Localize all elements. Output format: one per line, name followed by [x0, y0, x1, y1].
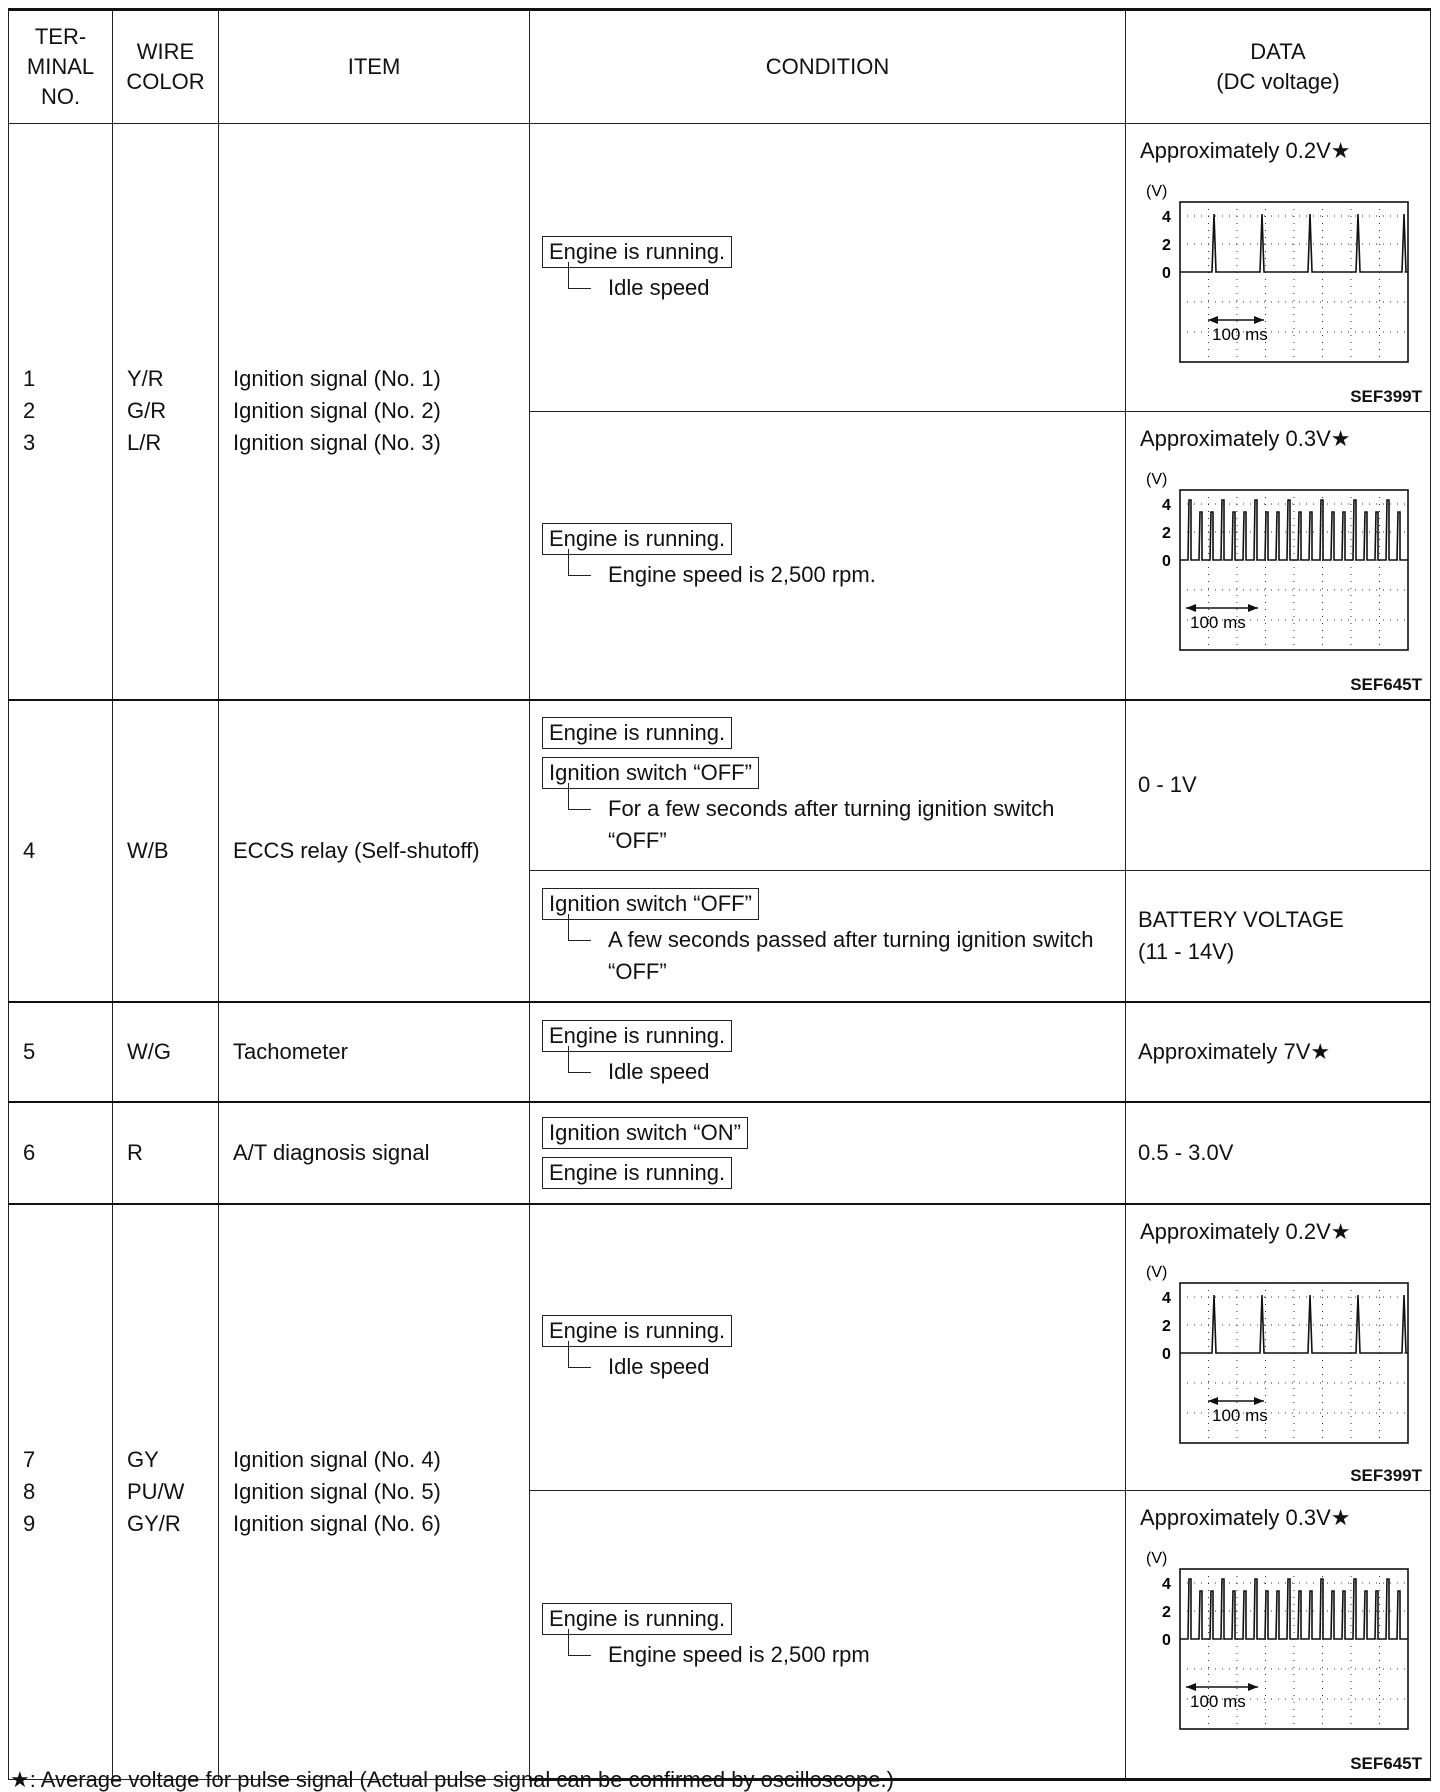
wire-color: W/B: [113, 700, 219, 1002]
header-wire-line: WIRE: [136, 39, 195, 64]
header-row: [9, 10, 1431, 124]
header-data: [1126, 10, 1431, 124]
scope-tick-label: 2: [1162, 1317, 1171, 1335]
condition-detail: Idle speed: [568, 1351, 1113, 1383]
data-cell: [1126, 124, 1431, 412]
data-line: (11 - 14V): [1138, 938, 1235, 964]
data-value: [1126, 871, 1431, 1002]
item-cell: [219, 1204, 530, 1780]
item-label: Ignition signal (No. 1): [233, 366, 441, 392]
scope-time-label: 100 ms: [1212, 1405, 1268, 1425]
data-value: 0 - 1V: [1126, 700, 1431, 871]
time-arrow-head: [1208, 316, 1218, 324]
table-row: [9, 700, 1431, 871]
header-terminal-line: TER-: [34, 24, 87, 49]
condition-box: Engine is running.: [542, 1603, 732, 1635]
star-icon: ★: [1330, 426, 1351, 451]
table-row: [9, 124, 1431, 412]
footnote: ★: Average voltage for pulse signal (Actual pulse signal can be confirmed by oscilloscope.): [10, 1767, 894, 1792]
scope-tick-label: 4: [1162, 1576, 1171, 1593]
condition-cell: [530, 1491, 1126, 1780]
data-line: BATTERY VOLTAGE: [1138, 906, 1344, 932]
scope-time-label: 100 ms: [1212, 325, 1268, 344]
condition-detail: Idle speed: [568, 272, 1113, 304]
scope-tick-label: 0: [1162, 1345, 1171, 1363]
condition-detail: A few seconds passed after turning ignition switch “OFF”: [568, 924, 1113, 988]
scope-tick-label: 4: [1162, 209, 1171, 226]
scope-tick-label: 4: [1162, 1289, 1171, 1307]
figure-code: SEF645T: [1350, 1754, 1422, 1773]
condition-box: Engine is running.: [542, 1020, 732, 1052]
header-wire-color: [113, 10, 219, 124]
star-icon: ★: [1310, 1038, 1331, 1064]
scope-svg: [1140, 1255, 1420, 1451]
condition-detail: Idle speed: [568, 1056, 1113, 1088]
scope-tick-label: 0: [1162, 265, 1171, 282]
scope-trace: [1180, 1295, 1408, 1353]
terminal-numbers: [9, 124, 113, 700]
time-arrow-head: [1186, 604, 1196, 612]
data-value: 0.5 - 3.0V: [1126, 1102, 1431, 1204]
item-label: Ignition signal (No. 2): [233, 398, 441, 424]
header-wire-line: COLOR: [126, 69, 205, 94]
header-terminal-line: MINAL: [26, 54, 95, 79]
scope-tick-label: 0: [1162, 553, 1171, 570]
time-arrow-head: [1248, 1683, 1258, 1691]
header-data-line: DATA: [1250, 39, 1306, 64]
scope-trace: [1180, 500, 1408, 560]
condition-box: Engine is running.: [542, 523, 732, 555]
condition-box: Ignition switch “OFF”: [542, 888, 759, 920]
oscilloscope-waveform: [1140, 174, 1418, 374]
terminal-number: 3: [23, 430, 36, 456]
table-row: [9, 1204, 1431, 1491]
scope-svg: [1140, 462, 1420, 658]
header-terminal: [9, 10, 113, 124]
condition-cell: [530, 700, 1126, 871]
scope-tick-label: 2: [1162, 1604, 1171, 1621]
condition-cell: [530, 871, 1126, 1002]
scope-svg: [1140, 1541, 1420, 1737]
item-label: ECCS relay (Self-shutoff): [219, 700, 530, 1002]
header-item: ITEM: [219, 10, 530, 124]
oscilloscope-waveform: [1140, 1541, 1418, 1741]
figure-code: SEF399T: [1350, 1466, 1422, 1485]
terminal-data-table: [8, 8, 1431, 1781]
figure-code: SEF399T: [1350, 387, 1422, 406]
wire-color: PU/W: [127, 1478, 185, 1504]
time-arrow-head: [1254, 316, 1264, 324]
wire-color: R: [113, 1102, 219, 1204]
wire-color: GY: [127, 1446, 159, 1472]
terminal-number: 9: [23, 1510, 36, 1536]
scope-trace: [1180, 214, 1408, 272]
data-cell: [1126, 1204, 1431, 1491]
item-label: Ignition signal (No. 5): [233, 1478, 441, 1504]
terminal-numbers: [9, 1204, 113, 1780]
item-cell: [219, 124, 530, 700]
condition-detail: Engine speed is 2,500 rpm: [568, 1639, 1113, 1671]
data-value: Approximately 0.3V★: [1140, 426, 1351, 451]
scope-time-label: 100 ms: [1190, 1692, 1246, 1711]
condition-cell: [530, 1002, 1126, 1102]
item-label: A/T diagnosis signal: [219, 1102, 530, 1204]
wire-color: L/R: [127, 430, 162, 456]
time-arrow-head: [1254, 1397, 1264, 1405]
item-label: Tachometer: [219, 1002, 530, 1102]
terminal-number: 4: [9, 700, 113, 1002]
terminal-number: 6: [9, 1102, 113, 1204]
time-arrow-head: [1248, 604, 1258, 612]
scope-unit-label: (V): [1146, 1263, 1168, 1281]
terminal-number: 8: [23, 1478, 36, 1504]
wire-color: W/G: [113, 1002, 219, 1102]
terminal-number: 2: [23, 398, 36, 424]
data-value: Approximately 0.3V★: [1140, 1505, 1351, 1530]
item-label: Ignition signal (No. 3): [233, 430, 441, 456]
condition-cell: [530, 1102, 1126, 1204]
condition-box: Engine is running.: [542, 717, 732, 749]
scope-tick-label: 0: [1162, 1632, 1171, 1649]
scope-unit-label: (V): [1146, 183, 1168, 200]
header-data-line: (DC voltage): [1216, 69, 1340, 94]
condition-cell: [530, 124, 1126, 412]
wire-colors: [113, 1204, 219, 1780]
condition-detail: For a few seconds after turning ignition switch “OFF”: [568, 793, 1113, 857]
scope-tick-label: 2: [1162, 237, 1171, 254]
wire-color: GY/R: [127, 1510, 181, 1536]
terminal-number: 7: [23, 1446, 36, 1472]
condition-box: Ignition switch “OFF”: [542, 757, 759, 789]
condition-cell: [530, 1204, 1126, 1491]
scope-tick-label: 2: [1162, 525, 1171, 542]
oscilloscope-waveform: [1140, 462, 1418, 662]
star-icon: ★: [1330, 1218, 1351, 1244]
condition-cell: [530, 412, 1126, 700]
data-value: Approximately 7V★: [1126, 1002, 1431, 1102]
wire-colors: [113, 124, 219, 700]
condition-box: Engine is running.: [542, 236, 732, 268]
oscilloscope-waveform: [1140, 1255, 1418, 1455]
time-arrow-head: [1208, 1397, 1218, 1405]
scope-trace: [1180, 1579, 1408, 1639]
data-value: Approximately 0.2V★: [1140, 138, 1351, 163]
scope-svg: [1140, 174, 1420, 370]
wire-color: Y/R: [127, 366, 164, 392]
star-icon: ★: [1330, 138, 1351, 163]
data-cell: [1126, 1491, 1431, 1780]
figure-code: SEF645T: [1350, 674, 1422, 694]
star-icon: ★: [1330, 1505, 1351, 1530]
wire-color: G/R: [127, 398, 167, 424]
scope-unit-label: (V): [1146, 1550, 1168, 1567]
header-terminal-line: NO.: [40, 84, 81, 109]
data-value: Approximately 0.2V★: [1140, 1218, 1351, 1244]
item-label: Ignition signal (No. 6): [233, 1510, 441, 1536]
item-label: Ignition signal (No. 4): [233, 1446, 441, 1472]
table-row: [9, 1002, 1431, 1102]
condition-box: Ignition switch “ON”: [542, 1117, 748, 1149]
time-arrow-head: [1186, 1683, 1196, 1691]
table-row: [9, 1102, 1431, 1204]
header-condition: CONDITION: [530, 10, 1126, 124]
condition-box: Engine is running.: [542, 1157, 732, 1189]
condition-detail: Engine speed is 2,500 rpm.: [568, 559, 1113, 591]
scope-time-label: 100 ms: [1190, 613, 1246, 632]
data-cell: [1126, 412, 1431, 700]
terminal-number: 5: [9, 1002, 113, 1102]
scope-tick-label: 4: [1162, 497, 1171, 514]
terminal-number: 1: [23, 366, 36, 392]
scope-unit-label: (V): [1146, 471, 1168, 488]
condition-box: Engine is running.: [542, 1315, 732, 1347]
